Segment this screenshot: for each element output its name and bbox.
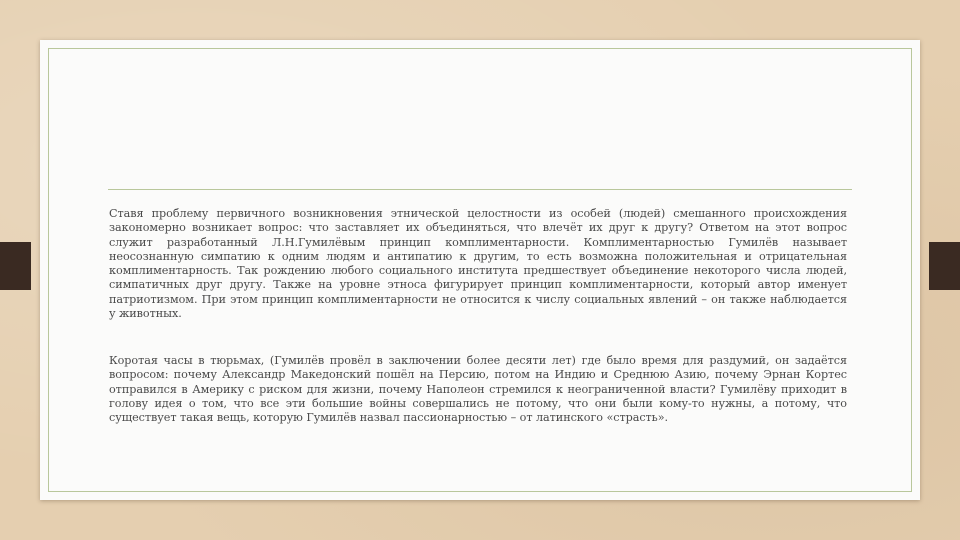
body-paragraph-2: Коротая часы в тюрьмах, (Гумилёв провёл в заключении более десяти лет) где было время для раздумий, он задаётся вопросом: почему Александр Македонский пошёл на Персию, потом на Индию и Среднюю Азию, почему Эрнан Кортес отправился в Америку с риском для жизни, почему Наполеон стремился к неограниченной власти? Гумилёву приходит в голову идея о том, что все эти большие войны совершались не потому, что они были кому-то нужны, а потому, что существует такая вещь, которую Гумилёв назвал пассионарностью – от латинского «страсть».: [109, 354, 847, 425]
left-side-tab: [0, 242, 31, 290]
right-side-tab: [929, 242, 960, 290]
body-paragraph-1: Ставя проблему первичного возникновения этнической целостности из особей (людей) смешанного происхождения закономерно возникает вопрос: что заставляет их объединяться, что влечёт их друг к другу? Ответом на этот вопрос служит разработанный Л.Н.Гумилёвым принцип комплиментарности. Комплиментарностью Гумилёв называет неосознанную симпатию к одним людям и антипатию к другим, то есть возможна положительная и отрицательная комплиментарность. Так рождению любого социального института предшествует объединение некоторого числа людей, симпатичных друг другу. Также на уровне этноса фигурирует принцип комплиментарности, который автор именует патриотизмом. При этом принцип комплиментарности не относится к числу социальных явлений – он также наблюдается у животных.: [109, 207, 847, 321]
title-divider: [108, 189, 852, 190]
